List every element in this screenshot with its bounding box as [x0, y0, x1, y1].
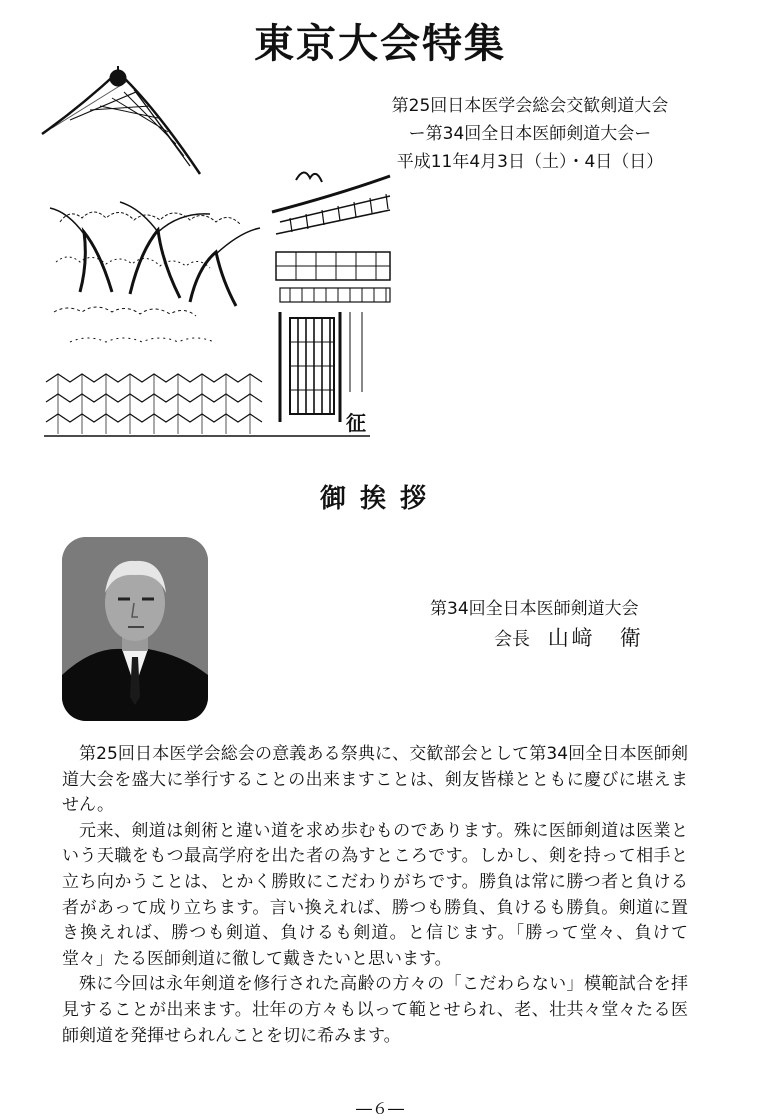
stone-wall [44, 374, 370, 436]
event-dates: 平成11年4月3日（土）・4日（日） [396, 152, 664, 172]
temple-hall [272, 172, 390, 422]
author-line [494, 622, 644, 652]
event-name: 第25回日本医学会総会交歓剣道大会 [391, 96, 669, 116]
section-heading: 御挨拶 [319, 484, 440, 514]
event-subtitle: ー第34回全日本医師剣道大会ー [408, 124, 652, 144]
artist-signature: 征 [346, 411, 366, 435]
paragraph: 元来、剣道は剣術と違い道を求め歩むものであります。殊に医師剣道は医業という天職をもつ最高学府を出た者の為すところです。しかし、剣を持って相手と立ち向かうことは、とかく勝敗にこだわりがちです。勝負は常に勝つ者と負ける者があって成り立ちます。言い換えれば、勝つも勝負、負けるも勝負。剣道に置き換えれば、勝つも剣道、負けるも剣道。と信じます。「勝って堂々、負けて堂々」たる医師剣道に徹して戴きたいと思います。 [62, 820, 688, 969]
page-number: ―６― [355, 1099, 404, 1118]
author-name: 山﨑 衛 [547, 626, 644, 650]
president-portrait [62, 537, 208, 721]
temple-illustration [40, 62, 395, 442]
pagoda-roof [42, 66, 200, 174]
author-organization: 第34回全日本医師剣道大会 [430, 599, 639, 619]
author-title: 会長 [494, 629, 530, 650]
greeting-body [62, 742, 688, 1049]
paragraph: 第25回日本医学会総会の意義ある祭典に、交歓部会として第34回全日本医師剣道大会を盛大に挙行することの出来ますことは、剣友皆様とともに慶びに堪えません。 [62, 744, 688, 816]
cherry-trees [50, 202, 260, 342]
event-info [360, 92, 700, 176]
page-title: 東京大会特集 [254, 21, 506, 67]
paragraph: 殊に今回は永年剣道を修行された高齢の方々の「こだわらない」模範試合を拝見することが出来ます。壮年の方々も以って範とせられ、老、壮共々堂々たる医師剣道を発揮せられんことを切に希みます。 [62, 974, 688, 1046]
